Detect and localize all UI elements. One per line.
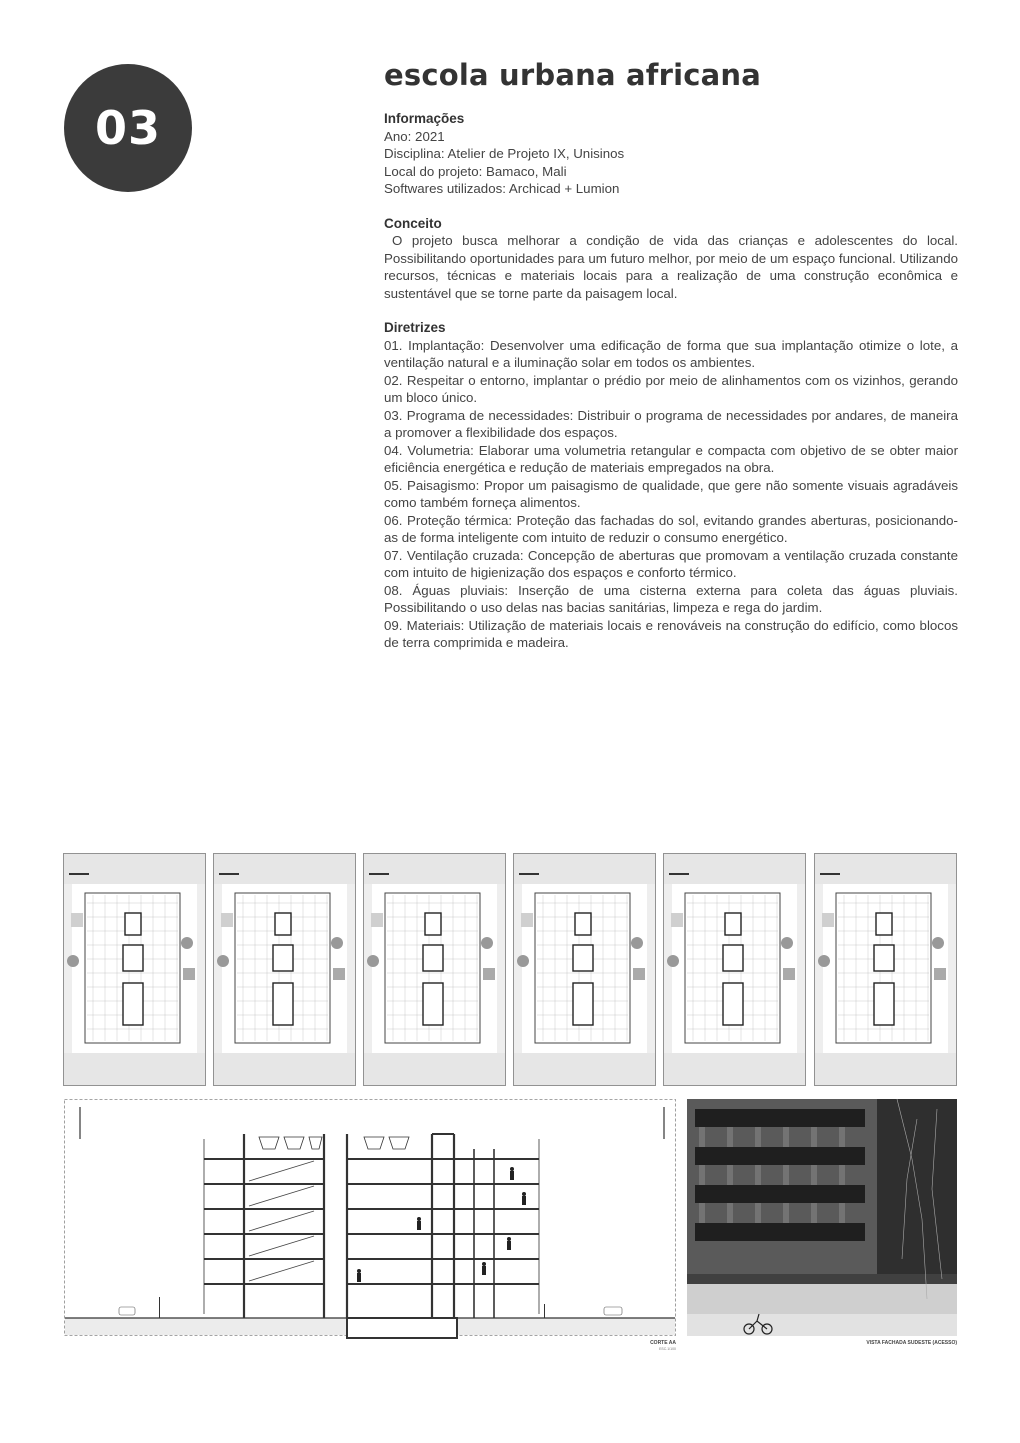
concept-heading: Conceito [384, 215, 442, 231]
floor-plan-drawing [663, 853, 806, 1086]
floor-plans [63, 853, 957, 1093]
section-aa-svg [64, 1099, 676, 1336]
floor-plan-drawing [363, 853, 506, 1086]
concept-text: O projeto busca melhorar a condição de vida das crianças e adolescentes do local. Possibilitando oportunidades para um futuro melhor, por meio de um espaço funcional. Utilizando recursos, técnicas e materiais locais para a realização de uma construção econômica e sustentável que se torne parte da paisagem local. [384, 233, 958, 301]
guideline-item: 09. Materiais: Utilização de materiais locais e renováveis na construção do edifício, como blocos de terra comprimida e madeira. [384, 617, 958, 650]
guideline-item: 02. Respeitar o entorno, implantar o prédio por meio de alinhamentos com os vizinhos, gerando um bloco único. [384, 372, 958, 405]
floor-plan [513, 853, 656, 1086]
floor-plan-drawing [213, 853, 356, 1086]
floor-plan-drawing [513, 853, 656, 1086]
project-text [384, 58, 958, 652]
floor-plan [63, 853, 206, 1086]
info-heading: Informações [384, 111, 465, 126]
page-title: escola urbana africana [384, 58, 762, 92]
facade-render [687, 1099, 957, 1346]
section-drawing [64, 1099, 676, 1351]
floor-plan [213, 853, 356, 1086]
floor-plan [814, 853, 957, 1086]
project-number-badge [64, 64, 192, 192]
project-number: 03 [94, 101, 161, 155]
section-caption: CORTE AA [650, 1340, 676, 1346]
floor-plan [363, 853, 506, 1086]
info-software: Softwares utilizados: Archicad + Lumion [384, 181, 620, 196]
guideline-item: 06. Proteção térmica: Proteção das fachadas do sol, evitando grandes aberturas, posicionando-as de forma inteligente com intuito de reduzir o consumo energético. [384, 512, 958, 545]
info-location: Local do projeto: Bamaco, Mali [384, 163, 567, 179]
floor-plan-drawing [63, 853, 206, 1086]
facade-render-image [687, 1099, 957, 1336]
guidelines-heading: Diretrizes [384, 320, 446, 335]
guideline-item: 05. Paisagismo: Propor um paisagismo de qualidade, que gere não somente visuais agradáveis como também forneça alimentos. [384, 477, 958, 510]
guideline-item: 01. Implantação: Desenvolver uma edificação de forma que sua implantação otimize o lote, a ventilação natural e a iluminação solar em todos os ambientes. [384, 337, 958, 370]
guideline-item: 03. Programa de necessidades: Distribuir o programa de necessidades por andares, de maneira a promover a flexibilidade dos espaços. [384, 407, 958, 440]
info-course: Disciplina: Atelier de Projeto IX, Unisinos [384, 146, 625, 161]
guideline-item: 04. Volumetria: Elaborar uma volumetria retangular e compacta com objetivo de se obter maior eficiência energética e redução de materiais empregados na obra. [384, 442, 958, 475]
floor-plan [663, 853, 806, 1086]
info-year: Ano: 2021 [384, 128, 445, 144]
facade-caption: VISTA FACHADA SUDESTE (ACESSO) [866, 1340, 957, 1346]
floor-plan-drawing [814, 853, 957, 1086]
guideline-item: 07. Ventilação cruzada: Concepção de aberturas que promovam a ventilação cruzada constante com intuito de higienização dos espaços e conforto térmico. [384, 547, 958, 580]
section-scale: ESC.1/100 [659, 1347, 676, 1351]
guideline-item: 08. Águas pluviais: Inserção de uma cisterna externa para coleta das águas pluviais. Possibilitando o uso delas nas bacias sanitárias, limpeza e rega do jardim. [384, 582, 958, 615]
